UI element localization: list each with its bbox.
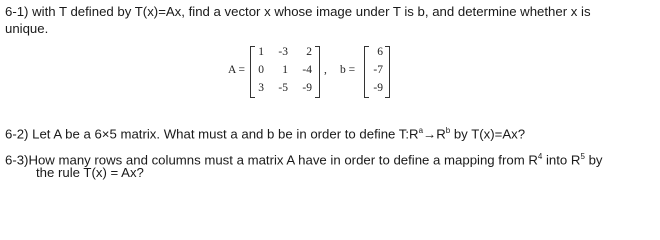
matrix-a-cell: -4: [302, 64, 312, 76]
vector-b-cell: -7: [373, 64, 383, 76]
matrix-equation: [228, 44, 478, 100]
matrix-a-cell: 2: [306, 46, 312, 58]
problem-6-2-suffix: by T(x)=Ax?: [450, 126, 526, 142]
matrix-a-cell: 0: [258, 64, 264, 76]
matrix-a: [250, 44, 320, 100]
matrix-a-cell: -9: [302, 82, 312, 94]
problem-6-2-prefix: 6-2) Let A be a 6×5 matrix. What must a and b be in order to define T:R: [5, 126, 419, 142]
problem-6-3-suffix: by: [584, 152, 603, 168]
problem-6-1-line2: unique.: [5, 21, 49, 36]
matrix-a-cell: 1: [258, 46, 264, 58]
matrix-a-label: A =: [228, 64, 246, 76]
matrix-a-right-bracket: [315, 46, 320, 98]
problem-6-3-line2: the rule T(x) = Ax?: [36, 165, 144, 180]
matrix-a-cell: 1: [282, 64, 288, 76]
matrix-a-cell: -5: [278, 82, 288, 94]
problem-6-1-line1: 6-1) with T defined by T(x)=Ax, find a vector x whose image under T is b, and determine whether x is: [5, 4, 591, 19]
matrix-a-cell: 3: [258, 82, 264, 94]
superscript-b: b: [445, 126, 451, 135]
vector-b-cell: 6: [377, 46, 383, 58]
vector-b-right-bracket: [385, 46, 390, 98]
matrix-a-cell: -3: [278, 46, 288, 58]
vector-b-label: b =: [340, 64, 356, 76]
equation-separator: ,: [324, 64, 327, 76]
problem-6-2-arrow: →R: [423, 126, 446, 142]
superscript-a: a: [418, 126, 424, 135]
superscript-5: 5: [580, 152, 585, 161]
superscript-4: 4: [537, 152, 543, 161]
problem-6-2: [5, 123, 525, 142]
problem-6-3-mid: into R: [542, 152, 581, 168]
vector-b: [364, 44, 390, 100]
vector-b-cell: -9: [373, 82, 383, 94]
problem-6-3-prefix: 6-3)How many rows and columns must a matrix A have in order to define a mapping from R: [5, 152, 538, 168]
